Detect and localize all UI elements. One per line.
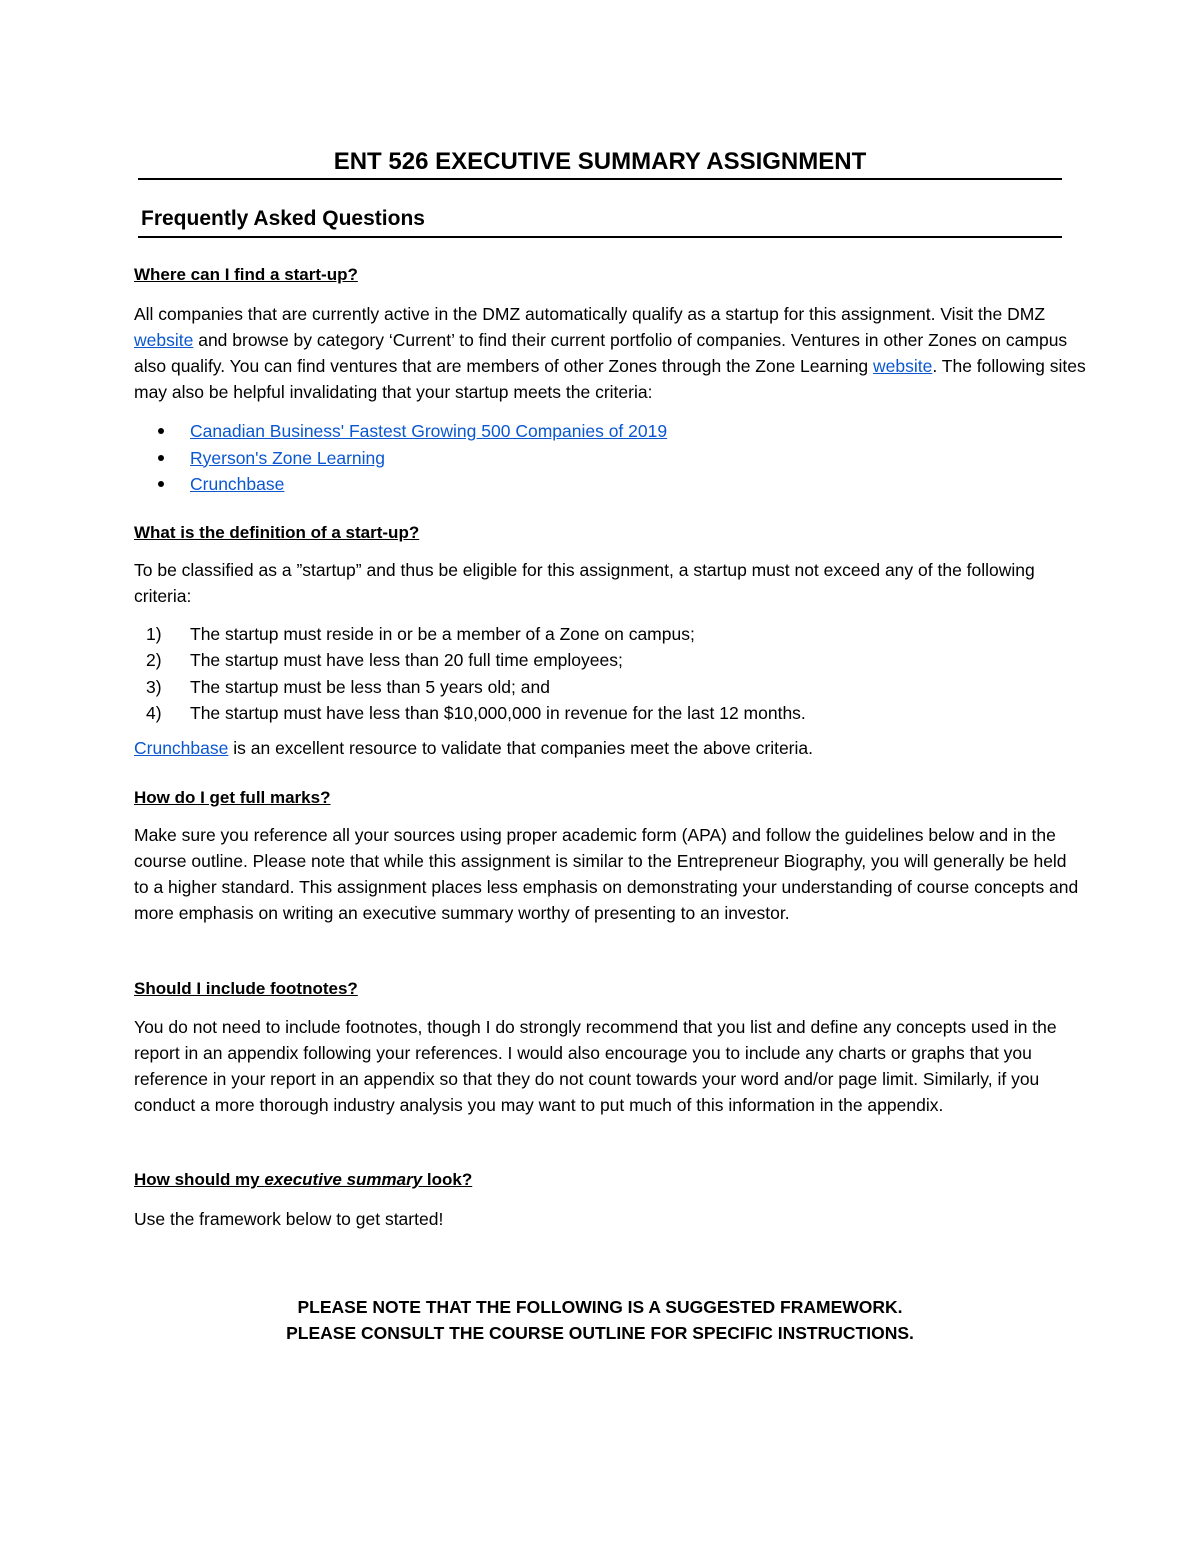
- criteria-text: The startup must be less than 5 years old; and: [190, 676, 550, 697]
- answer-text: . The following sites may also be helpful invalidating that your startup meets the criteria:: [134, 356, 1086, 402]
- faq-heading: [138, 204, 1062, 238]
- question-startup-definition: What is the definition of a start-up?: [134, 523, 420, 542]
- framework-note: PLEASE NOTE THAT THE FOLLOWING IS A SUGGESTED FRAMEWORK.: [297, 1297, 903, 1317]
- criteria-text: The startup must reside in or be a member of a Zone on campus;: [190, 624, 695, 644]
- list-item: [134, 700, 806, 726]
- bullet-icon: [158, 481, 164, 487]
- question-where-find-startup: Where can I find a start-up?: [134, 265, 358, 284]
- list-number: 3): [146, 676, 162, 697]
- answer-footnotes: You do not need to include footnotes, though I do strongly recommend that you list and define any concepts used in the report in an appendix following your references. I would also encourage you to include any charts or graphs that you reference in your report in an appendix so that they do not count towards your word and/or page limit. Similarly, if you conduct a more thorough industry analysis you may want to put much of this information in the appendix.: [134, 1017, 1057, 1115]
- list-item: [134, 471, 667, 498]
- answer-text: and browse by category ‘Current’ to find their current portfolio of companies. Ventures in other Zones on campus also qualify. You can find ventures that are members of other Zones through the Zone Learning: [134, 330, 1068, 376]
- list-item: [134, 418, 667, 445]
- list-number: 4): [146, 702, 162, 723]
- heading-text: How should my: [134, 1170, 265, 1189]
- question-full-marks: How do I get full marks?: [134, 788, 331, 807]
- list-number: 2): [146, 650, 162, 671]
- ryerson-zone-learning-link[interactable]: Ryerson's Zone Learning: [190, 447, 385, 468]
- crunchbase-resource-note: [134, 735, 1094, 761]
- resource-text: is an excellent resource to validate that companies meet the above criteria.: [228, 738, 813, 758]
- list-item: [134, 621, 806, 647]
- answer-where-find-startup: [134, 301, 1092, 405]
- list-item: [134, 674, 806, 700]
- criteria-text: The startup must have less than 20 full time employees;: [190, 650, 623, 671]
- answer-executive-summary-look: Use the framework below to get started!: [134, 1209, 444, 1229]
- list-item: [134, 445, 667, 472]
- bullet-icon: [158, 428, 164, 434]
- dmz-website-link[interactable]: website: [134, 330, 194, 350]
- question-footnotes: Should I include footnotes?: [134, 979, 358, 998]
- crunchbase-resource-link[interactable]: Crunchbase: [134, 738, 229, 758]
- answer-full-marks: Make sure you reference all your sources using proper academic form (APA) and follow the guidelines below and in the course outline. Please note that while this assignment is similar to the Entrepreneur Biography, you will generally be held to a higher standard. This assignment places less emphasis on demonstrating your understanding of course concepts and more emphasis on writing an executive summary worthy of presenting to an investor.: [134, 825, 1079, 923]
- list-item: [134, 647, 806, 673]
- list-number: 1): [146, 624, 162, 644]
- question-executive-summary-look: [134, 1168, 472, 1192]
- bullet-icon: [158, 455, 164, 461]
- criteria-text: The startup must have less than $10,000,000 in revenue for the last 12 months.: [190, 702, 806, 723]
- helpful-sites-list: [134, 418, 667, 498]
- crunchbase-link[interactable]: Crunchbase: [190, 474, 285, 494]
- heading-text: look?: [422, 1170, 473, 1189]
- faq-heading-text: Frequently Asked Questions: [141, 207, 425, 230]
- canadian-business-link[interactable]: Canadian Business' Fastest Growing 500 Companies of 2019: [190, 421, 668, 441]
- course-outline-note: PLEASE CONSULT THE COURSE OUTLINE FOR SPECIFIC INSTRUCTIONS.: [286, 1323, 914, 1343]
- document-title: ENT 526 EXECUTIVE SUMMARY ASSIGNMENT: [138, 146, 1062, 180]
- startup-criteria-list: [134, 621, 806, 726]
- zone-learning-website-link[interactable]: website: [873, 356, 933, 376]
- answer-text: All companies that are currently active in the DMZ automatically qualify as a startup for this assignment. Visit the DMZ: [134, 304, 1046, 324]
- answer-startup-definition-intro: To be classified as a ”startup” and thus be eligible for this assignment, a startup must not exceed any of the following criteria:: [134, 560, 1035, 606]
- heading-text-italic: executive summary: [264, 1170, 423, 1189]
